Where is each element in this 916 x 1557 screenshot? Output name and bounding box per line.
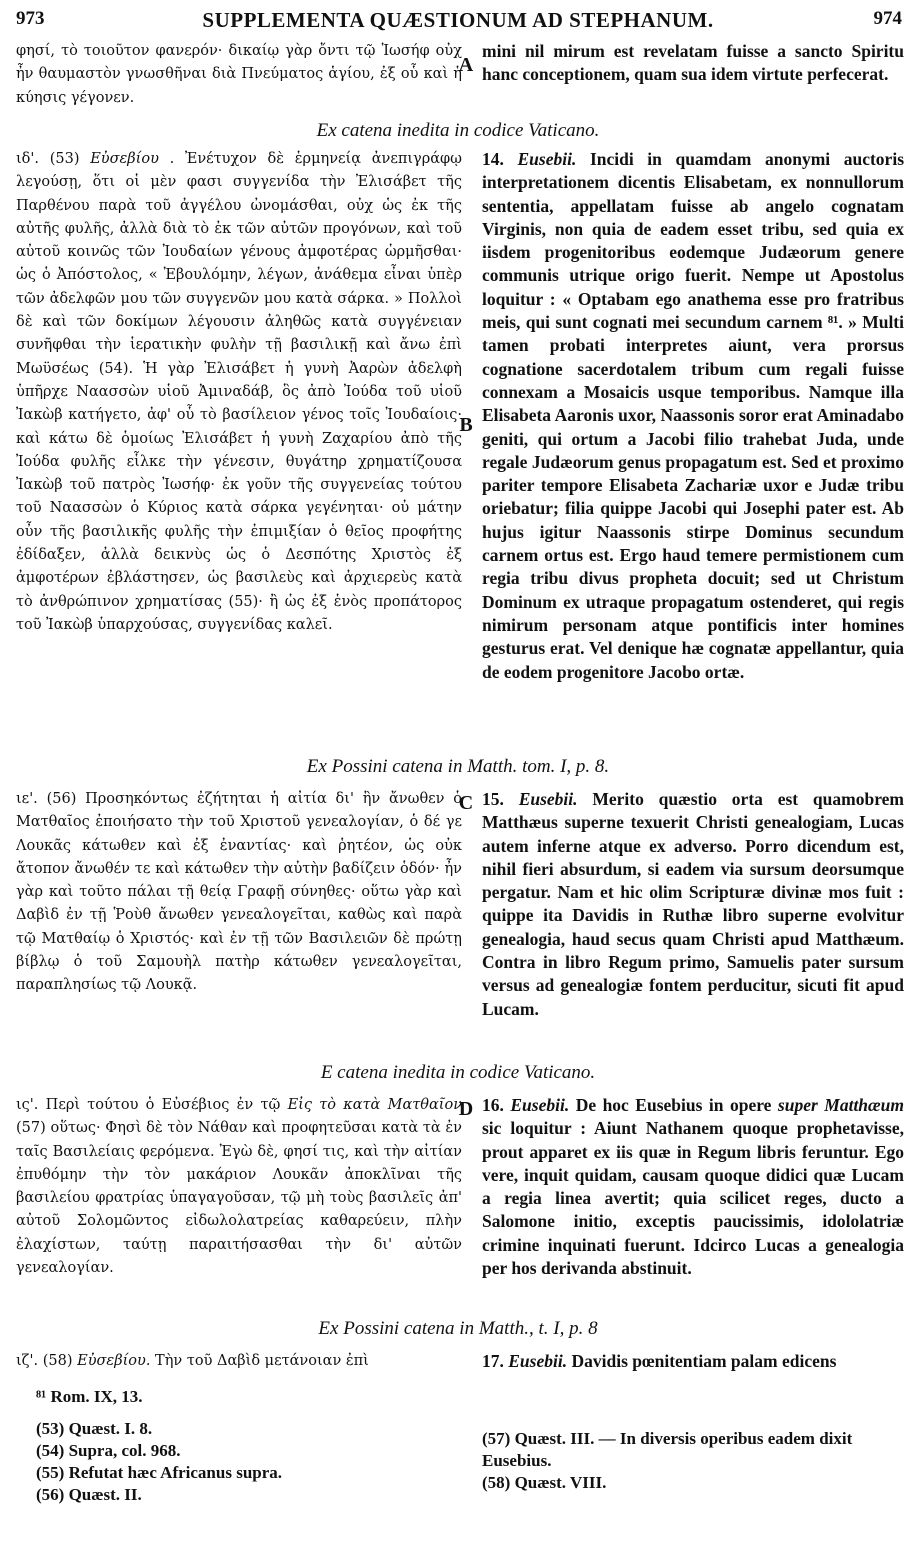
footnotes-left <box>36 1418 456 1506</box>
footnote: (54) Supra, col. 968. <box>36 1441 181 1460</box>
latin-text: Davidis pœnitentiam palam edicens <box>571 1351 837 1371</box>
author-name: Eusebii. <box>518 789 578 809</box>
running-header <box>10 4 906 34</box>
greek-column <box>16 148 462 746</box>
greek-column <box>16 1350 462 1376</box>
footnote: (56) Quæst. II. <box>36 1485 142 1504</box>
page-number-right: 974 <box>873 8 902 29</box>
latin-text: sic loquitur : Aiunt Nathanem quoque prophetavisse, prout apparet ex iis quæ in Regum libris feruntur. Ego vere, inquit quidam, causam quoque didici quæ Lucam a regia linea avertit; quia scilicet reges, ducto a Salomone initio, exceptis paucissimis, idololatriæ crimine inquinati fuerunt. Idcirco Lucas a genealogia per hos derivanda abstinuit. <box>482 1118 904 1279</box>
author-name: Εὐσεβίου. <box>77 1353 151 1369</box>
margin-letter: A <box>458 54 474 76</box>
greek-text: Τὴν τοῦ Δαβὶδ μετάνοιαν ἐπὶ <box>155 1353 369 1369</box>
latin-text: Incidi in quamdam anonymi auctoris interpretationem dicentis Elisabetam, ex nonnullorum sententia, appellatam fuisse ab angelo cognatam Virginis, non quia de eadem esset tribu, sed quia ex iisdem progenitoribus eodemque Judæorum genere communis utrique origo fuerit. Nempe ut Apostolus loquitur : « Optabam ego anathema esse pro fratribus meis, qui sunt cognati mei secundum carnem ⁸¹. » Multi tamen probati interpretes aiunt, vera prorsus cognatione sacerdotalem tribum cum regali fuisse connexam a Mosaicis usque temporibus. Namque illa Elisabeta Aaronis uxor, Naassonis soror erat Aminadabo geniti, qui ortum a Jacobi filio trahebat Juda, unde regale Judæorum genus propagatum est. Sed et proximo pariter tempore Elisabeta Zachariæ uxor e Judæ tribu oriebatur; filia quippe Jacobi qui Josephi pater est. Ab hujus igitur Naassonis stirpe Dominus secundum carnem ortus est. Ergo haud temere permistionem cum regia tribu divus propheta docuit; sed ut Christum Dominum ex utraque propagatum ostenderet, qui regis nimirum personam atque pontificis inter homines gesturus erat. Vel denique hæ cognatæ appellantur, quia de eodem progenitore Jacobo ortæ. <box>482 149 904 682</box>
chapter-number: 15. <box>482 789 504 809</box>
greek-text: Περὶ τούτου ὁ Εὐσέβιος ἐν τῷ <box>45 1097 281 1113</box>
chapter-number: ιδ'. (53) <box>16 151 80 167</box>
running-title: SUPPLEMENTA QUÆSTIONUM AD STEPHANUM. <box>202 8 714 32</box>
latin-text: Merito quæstio orta est quamobrem Matthæus superne texuerit Christi genealogiam, Lucas autem inferne atque ex adverso. Porro dicendum est, nihil fieri absurdum, si eadem via sursum deorsumque pergatur. Nam et hic olim Scripturæ divinæ mos fuit : quippe ita Davidis in Ruthæ libro superne evolvitur genealogia, haud secus quam Christi apud Matthæum. Contra in libro Regum primo, Samuelis pater sursum versus ad genealogiæ fontem perducitur, sicuti fit apud Lucam. <box>482 789 904 1019</box>
greek-column <box>16 788 462 1064</box>
margin-letter: B <box>459 414 473 436</box>
work-title: super Matthæum <box>777 1095 904 1115</box>
latin-column <box>482 148 904 746</box>
chapter-number: 14. <box>482 149 504 169</box>
section-heading: Ex catena inedita in codice Vaticano. <box>316 120 600 141</box>
section-heading: Ex Possini catena in Matth. tom. I, p. 8. <box>306 756 610 777</box>
work-title: Εἰς τὸ κατὰ Ματθαῖον <box>287 1097 462 1113</box>
footnote: (55) Refutat hæc Africanus supra. <box>36 1463 283 1482</box>
section-heading: E catena inedita in codice Vaticano. <box>320 1062 596 1083</box>
footnote: (57) Quæst. III. — In diversis operibus eadem dixit Eusebius. <box>482 1429 853 1470</box>
chapter-number: 17. <box>482 1351 504 1371</box>
greek-column <box>16 1094 462 1312</box>
footnote: ⁸¹ Rom. IX, 13. <box>36 1387 143 1406</box>
page-number-left: 973 <box>16 8 45 29</box>
margin-letter: D <box>458 1098 474 1120</box>
author-name: Eusebii. <box>510 1095 570 1115</box>
latin-column <box>482 1094 904 1312</box>
author-name: Εὐσεβίου <box>90 151 159 167</box>
chapter-15 <box>16 788 904 1064</box>
latin-column: mini nil mirum est revelatam fuisse a sancto Spiritu hanc conceptionem, quam sua idem virtute perfecerat. <box>482 41 904 85</box>
latin-column <box>482 788 904 1064</box>
footnote-scripture <box>36 1386 456 1408</box>
chapter-number: 16. <box>482 1095 504 1115</box>
latin-column <box>482 1350 904 1376</box>
chapter-16 <box>16 1094 904 1312</box>
greek-text: . Ἐνέτυχον δὲ ἑρμηνείᾳ ἀνεπιγράφῳ λεγούσῃ, ὅτι οἱ μὲν φασι συγγενίδα τὴν Ἐλισάβετ τῆς Παρθένου παρὰ τοῦ ἀγγέλου ὠνομάσθαι, οὐχ ὡς ἐκ τῆς αὐτῆς φυλῆς, ἀλλὰ διὰ τὸ ἐκ τῶν αὐτῶν προγόνων, καὶ τοῦ αὐτοῦ κοινῶς τῶν Ἰουδαίων γένους ἀμφοτέρας ὡρμῆσθαι· ὡς ὁ Ἀπόστολος, « Ἐβουλόμην, λέγων, ἀνάθεμα εἶναι ὑπὲρ τῶν ἀδελφῶν μου τῶν συγγενῶν μου κατὰ σάρκα. » Πολλοὶ δὲ καὶ τῶν δοκίμων λέγουσιν ἀληθῶς κατὰ συγγένειαν συνῆφθαι τὴν ἱερατικὴν φυλὴν τῇ βασιλικῇ καὶ ἄνω ἐπὶ Μωϋσέως (54). Ἡ γὰρ Ἐλισάβετ ἡ γυνὴ Ἀαρὼν ἀδελφὴ ὑπῆρχε Ναασσὼν υἱοῦ Ἀμιναδάβ, ὃς ἀπὸ Ἰούδα τοῦ υἱοῦ Ἰακὼβ κατήγετο, ἀφ' οὗ τὸ βασίλειον γένος τοῖς Ἰουδαίοις· καὶ κάτω δὲ ὁμοίως Ἐλισάβετ ἡ γυνὴ Ζαχαρίου ἀπὸ τῆς Ἰούδα φυλῆς εἷλκε τὴν γένεσιν, θυγάτηρ χρηματίζουσα Ἰακὼβ τοῦ πατρὸς Ἰωσήφ· ἐκ γοῦν τῆς συγγενείας τούτου τοῦ Ναασσὼν ὁ Κύριος κατὰ σάρκα γεγένηται· οὐ μάτην οὖν τῆς βασιλικῆς φυλῆς τὴν ἐπιμιξίαν ὁ θεῖος προφήτης ἐδίδαξεν, ἀλλὰ δεικνὺς ὡς ὁ Δεσπότης Χριστὸς ἐξ ἀμφοτέρων ἐβλάστησεν, ὡς βασιλεὺς καὶ ἀρχιερεὺς κατὰ τὸ ἀνθρώπινον χρηματίσας (55)· ἢ ὡς ἐξ ἑνὸς προπάτορος τοῦ Ἰακὼβ ὑπαρχούσας, συγγενίδας καλεῖ. <box>16 151 462 633</box>
chapter-number: ις'. <box>16 1097 39 1113</box>
author-name: Eusebii. <box>517 149 577 169</box>
chapter-17 <box>16 1350 904 1376</box>
chapter-14 <box>16 148 904 746</box>
latin-text: De hoc Eusebius in opere <box>575 1095 772 1115</box>
greek-text: (56) Προσηκόντως ἐζήτηται ἡ αἰτία δι' ἣν ἄνωθεν ὁ Ματθαῖος ἐποιήσατο τὴν τοῦ Χριστοῦ γενεαλογίαν, ὁ δέ γε Λουκᾶς κάτωθεν καὶ ἐξ ἐναντίας· καὶ ῥητέον, ὡς οὐκ ἄτοπον ἄνωθέν τε καὶ κάτωθεν τὴν αὐτὴν βαδίζειν ὁδόν· ἦν γὰρ καὶ τοῦτο πάλαι τῇ θείᾳ Γραφῇ σύνηθες· οὕτω γὰρ καὶ Δαβὶδ ἐν τῇ Ῥοὺθ ἄνωθεν γενεαλογεῖται, καθὼς καὶ παρὰ τῷ Ματθαίῳ ὁ Χριστός· καὶ ἐν τῇ τῶν Βασιλειῶν δὲ πρώτῃ βίβλῳ ὁ τοῦ Σαμουὴλ πατὴρ κάτωθεν γενεαλογεῖται, παραπλησίως τῷ Λουκᾷ. <box>16 791 462 994</box>
greek-text: (57) οὕτως· Φησὶ δὲ τὸν Νάθαν καὶ προφητεῦσαι κατὰ τὰ ἐν ταῖς Βασιλείαις φερόμενα. Ἐγὼ δὲ, φησί τις, καὶ τὴν αἰτίαν ἐπυθόμην τὴν τὸν μακάριον Λουκᾶν ἀποκλῖναι τῆς βασιλείου φρατρίας ὑπαγαγοῦσαν, τῷ μὴ τοὺς βασιλεῖς ἀπ' αὐτοῦ Σολομῶντος εἰδωλολατρείας καθαρεύειν, πλὴν ἐλαχίστων, ταύτῃ παραιτήσασθαι τὴν δι' αὐτῶν γενεαλογίαν. <box>16 1120 462 1277</box>
chapter-number: ιε'. <box>16 791 38 807</box>
greek-column: φησί, τὸ τοιοῦτον φανερόν· δικαίῳ γὰρ ὄντι τῷ Ἰωσήφ οὐχ ἦν θαυμαστὸν γνωσθῆναι διὰ Πνεύματος ἁγίου, ἐξ οὗ καὶ ἡ κύησις γέγονεν. <box>16 43 462 106</box>
margin-letter: C <box>458 792 474 814</box>
footnote: (53) Quæst. I. 8. <box>36 1419 153 1438</box>
footnote: (58) Quæst. VIII. <box>482 1473 607 1492</box>
chapter-number: ιζ'. (58) <box>16 1353 73 1369</box>
section-heading: Ex Possini catena in Matth., t. I, p. 8 <box>318 1318 598 1339</box>
footnotes-right <box>482 1428 892 1494</box>
intro-block <box>16 40 904 116</box>
author-name: Eusebii. <box>508 1351 568 1371</box>
